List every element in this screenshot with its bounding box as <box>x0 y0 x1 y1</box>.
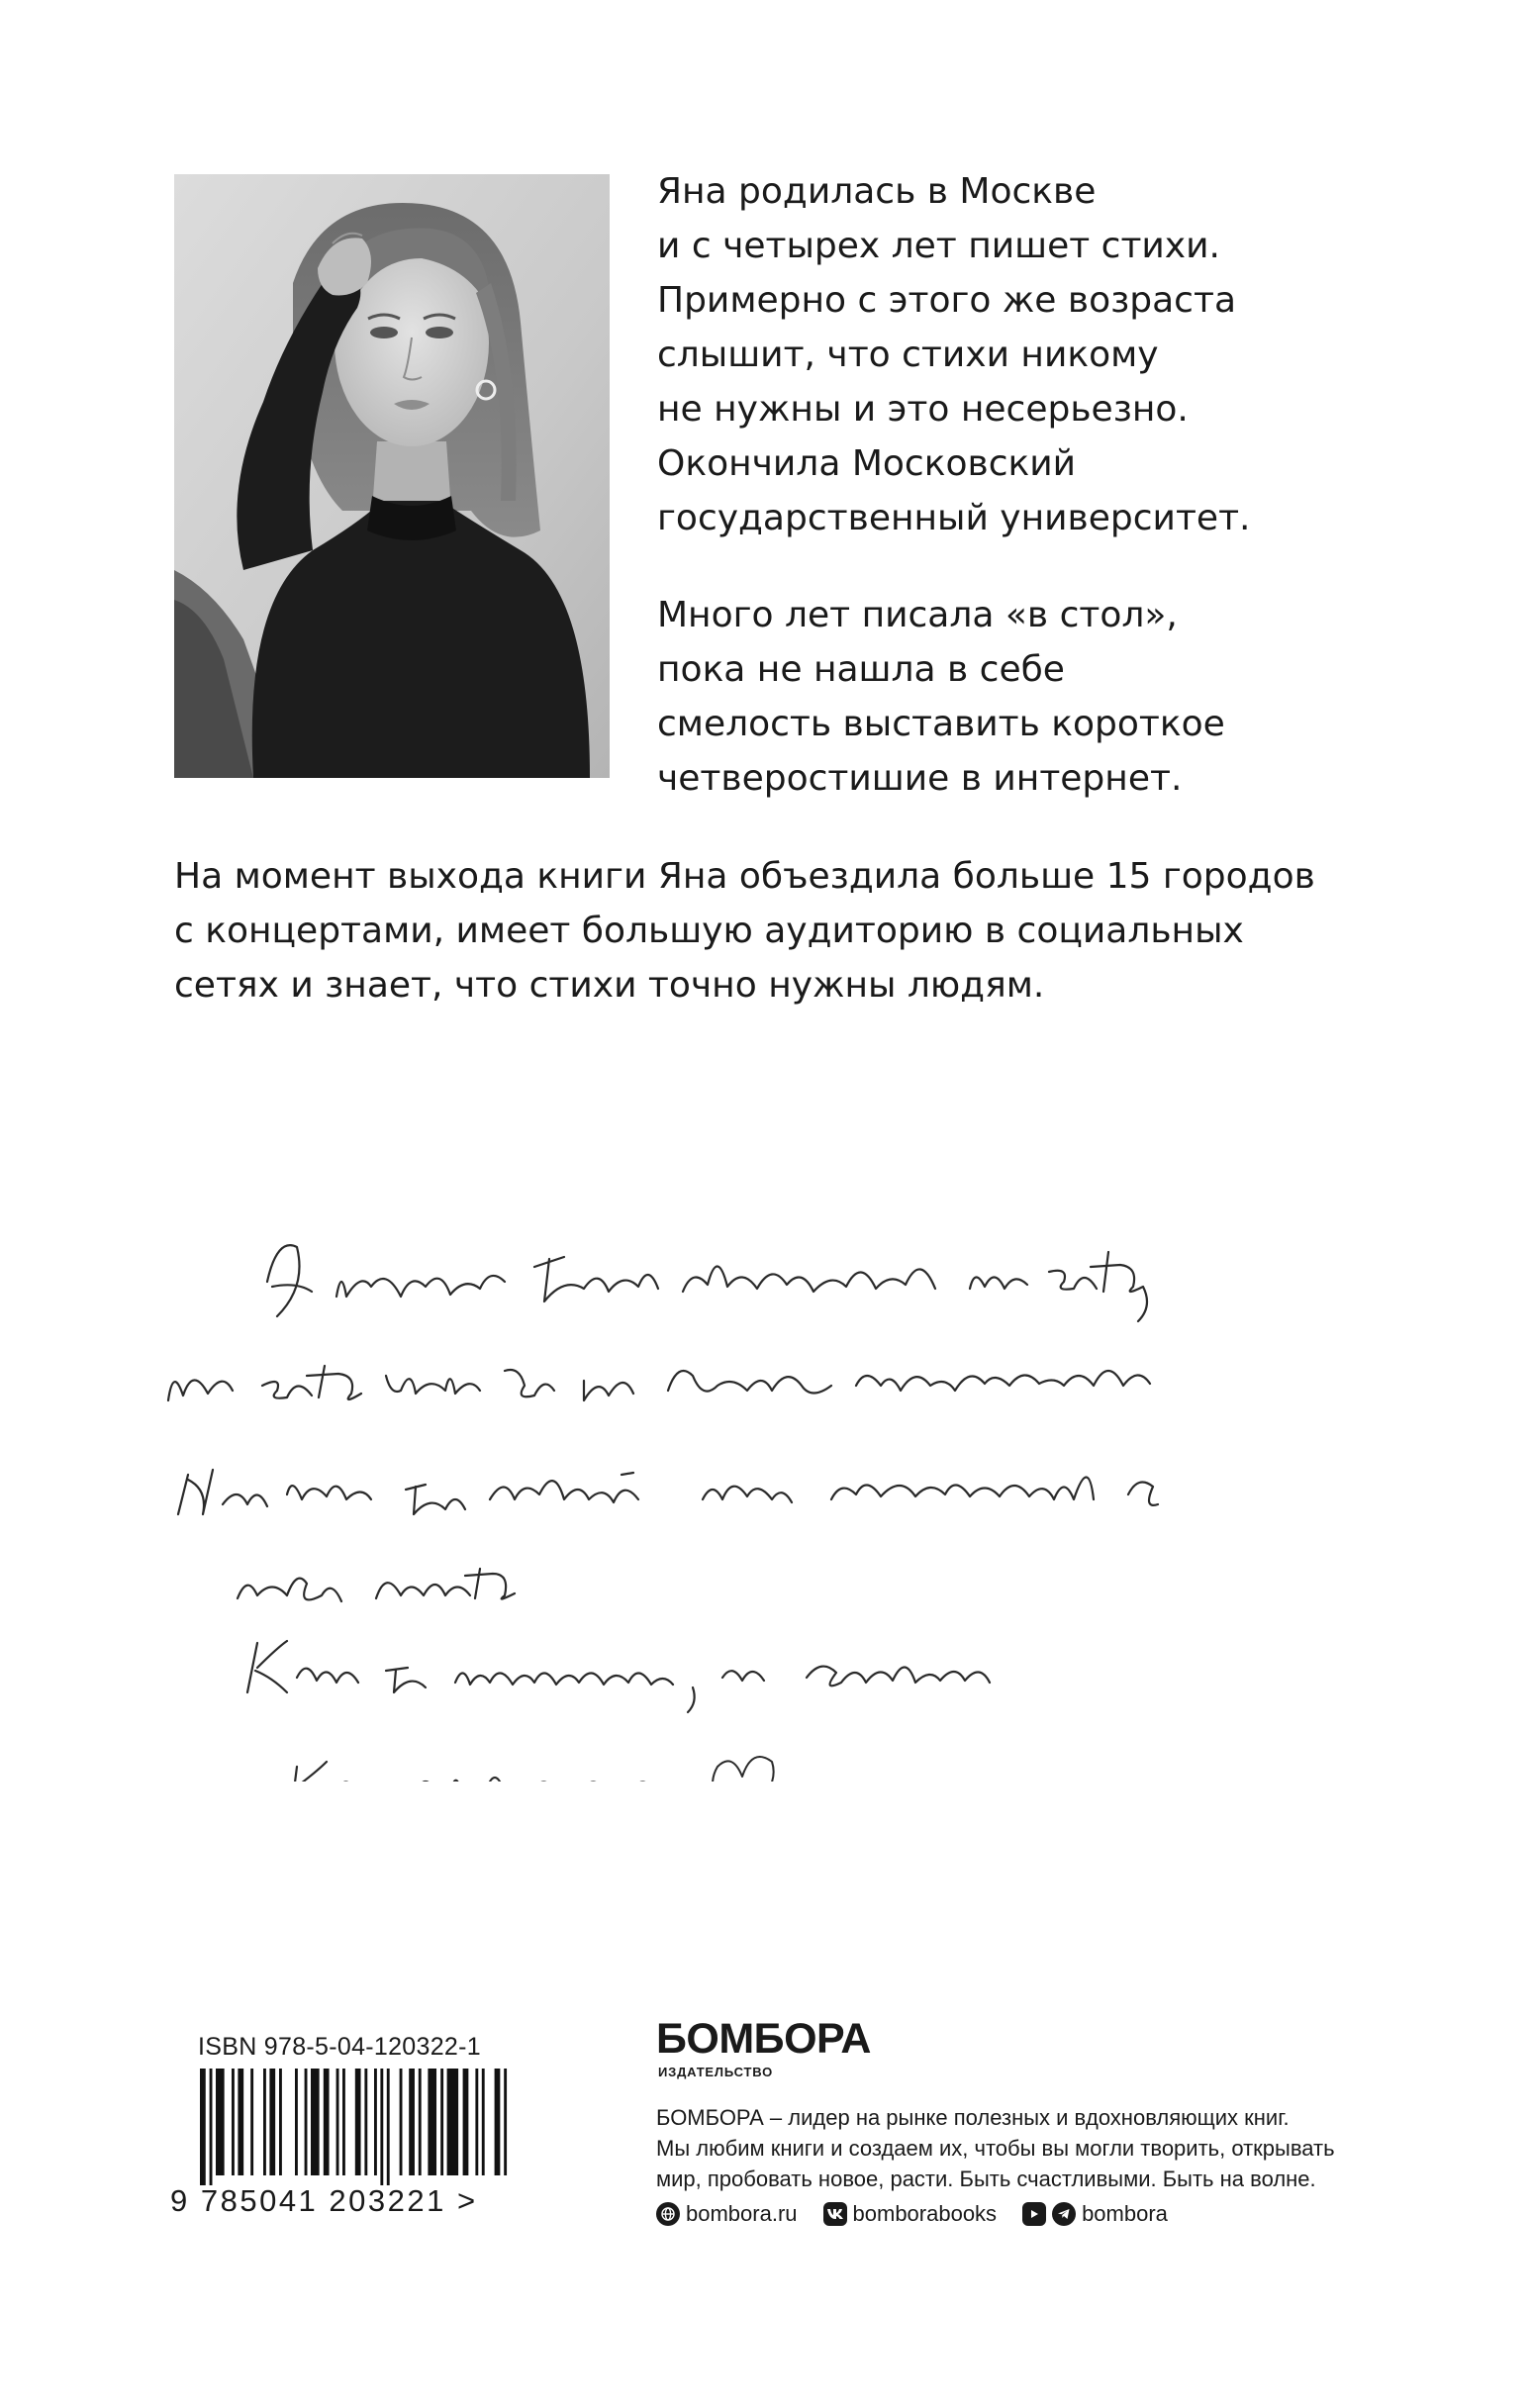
bio-line: Много лет писала «в стол», <box>657 595 1178 635</box>
barcode-bar <box>269 2069 275 2175</box>
social-label: bomborabooks <box>852 2201 998 2226</box>
video-icon <box>1022 2202 1046 2226</box>
barcode-bar <box>419 2069 422 2175</box>
bio-line: смелость выставить короткое <box>657 704 1225 744</box>
publisher-description-line: БОМБОРА – лидер на рынке полезных и вдохновляющих книг. <box>656 2105 1290 2130</box>
barcode-bar <box>263 2069 266 2175</box>
bio-line: Примерно с этого же возраста <box>657 280 1236 321</box>
barcode-bar <box>250 2069 253 2175</box>
barcode-bar <box>342 2069 345 2175</box>
bio-line: Окончила Московский <box>657 443 1077 484</box>
barcode <box>198 2069 510 2185</box>
social-vk-link[interactable] <box>823 2201 998 2227</box>
barcode-bar <box>387 2069 390 2185</box>
author-bio <box>657 164 1479 848</box>
barcode-bar <box>409 2069 415 2175</box>
publisher-description-line: мир, пробовать новое, расти. Быть счастливыми. Быть на волне. <box>656 2167 1316 2191</box>
barcode-bar <box>295 2069 298 2175</box>
barcode-digits: 9 785041 203221 > <box>170 2183 478 2218</box>
bio-paragraph-3 <box>174 849 1441 1012</box>
bio-line: с концертами, имеет большую аудиторию в социальных <box>174 911 1244 951</box>
barcode-bar <box>238 2069 243 2175</box>
barcode-bar <box>232 2069 235 2175</box>
telegram-icon <box>1052 2202 1076 2226</box>
barcode-bar <box>463 2069 469 2175</box>
barcode-bar <box>482 2069 485 2175</box>
bio-line: и с четырех лет пишет стихи. <box>657 226 1220 266</box>
barcode-bar <box>311 2069 320 2175</box>
barcode-bar <box>374 2069 377 2175</box>
barcode-bar <box>440 2069 443 2175</box>
isbn-label: ISBN 978-5-04-120322-1 <box>198 2033 481 2061</box>
bio-line: четверостишие в интернет. <box>657 758 1183 799</box>
barcode-bar <box>447 2069 459 2175</box>
barcode-bar <box>428 2069 436 2175</box>
globe-icon <box>656 2202 680 2226</box>
bio-line: слышит, что стихи никому <box>657 335 1159 375</box>
handwritten-note <box>148 1227 1366 1782</box>
social-website-link[interactable] <box>656 2201 798 2227</box>
bio-paragraph-1 <box>657 164 1479 545</box>
barcode-bar <box>364 2069 367 2175</box>
vk-icon <box>823 2202 847 2226</box>
publisher-subtitle: ИЗДАТЕЛЬСТВО <box>658 2065 774 2079</box>
social-label: bombora.ru <box>686 2201 798 2226</box>
bio-line: не нужны и это несерьезно. <box>657 389 1189 430</box>
social-video-telegram-link[interactable] <box>1022 2201 1168 2227</box>
author-photo <box>174 174 610 778</box>
social-label: bombora <box>1082 2201 1168 2226</box>
barcode-bar <box>400 2069 403 2175</box>
barcode-bar <box>200 2069 206 2185</box>
barcode-bar <box>475 2069 478 2175</box>
barcode-bar <box>504 2069 507 2175</box>
barcode-bar <box>279 2069 282 2175</box>
barcode-bar <box>305 2069 308 2175</box>
bio-line: Яна родилась в Москве <box>657 171 1097 212</box>
bio-paragraph-2 <box>657 588 1479 806</box>
barcode-bar <box>380 2069 383 2185</box>
publisher-description <box>656 2102 1487 2194</box>
barcode-bar <box>355 2069 361 2175</box>
bio-line: государственный университет. <box>657 498 1251 538</box>
publisher-description-line: Мы любим книги и создаем их, чтобы вы могли творить, открывать <box>656 2136 1335 2161</box>
barcode-bar <box>216 2069 225 2175</box>
barcode-bar <box>324 2069 330 2175</box>
barcode-bar <box>495 2069 501 2175</box>
barcode-bar <box>210 2069 213 2185</box>
bio-line: сетях и знает, что стихи точно нужны людям. <box>174 965 1045 1006</box>
barcode-bar <box>336 2069 339 2175</box>
bio-line: На момент выхода книги Яна объездила больше 15 городов <box>174 856 1315 897</box>
bio-line: пока не нашла в себе <box>657 649 1065 690</box>
publisher-logo: БОМБОРА <box>656 2015 871 2063</box>
social-links <box>656 2199 1194 2229</box>
